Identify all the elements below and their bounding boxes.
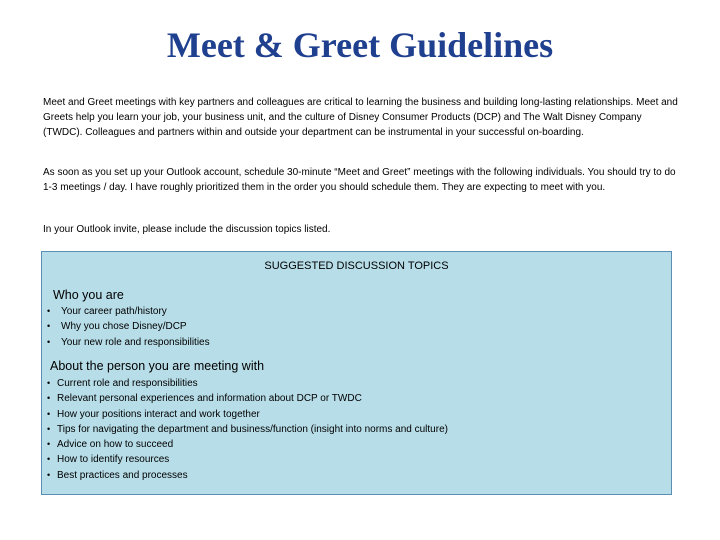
intro-paragraph: Meet and Greet meetings with key partners and colleagues are critical to learning the business and building long-lasting relationships. Meet and Greets help you learn your job, your business unit, and the culture of Disney Consumer Products (DCP) and The Walt Disney Company (TWDC). Colleagues and partners within and outside your department can be instrumental in your successful on-boarding. <box>43 97 678 138</box>
list-item-text: Your new role and responsibilities <box>61 336 210 348</box>
bullet-icon: • <box>47 454 51 465</box>
list-item <box>47 335 210 350</box>
bullet-icon: • <box>47 469 51 480</box>
list-item <box>47 437 448 452</box>
bullet-icon: • <box>47 423 51 434</box>
list-item-text: Tips for navigating the department and business/function (insight into norms and culture) <box>57 423 448 435</box>
list-item <box>47 422 448 437</box>
invite-paragraph: In your Outlook invite, please include the discussion topics listed. <box>43 224 331 235</box>
who-you-are-list <box>47 304 210 350</box>
page-title: Meet & Greet Guidelines <box>166 25 554 65</box>
bullet-icon: • <box>47 408 51 419</box>
about-person-list <box>47 376 448 483</box>
list-item-text: Best practices and processes <box>57 469 188 481</box>
bullet-icon: • <box>47 321 51 332</box>
list-item <box>47 304 210 319</box>
bullet-icon: • <box>47 378 51 388</box>
list-item <box>47 319 210 334</box>
bullet-icon: • <box>47 393 51 404</box>
list-item-text: Relevant personal experiences and information about DCP or TWDC <box>57 393 362 405</box>
list-item <box>47 468 448 483</box>
schedule-paragraph: As soon as you set up your Outlook account, schedule 30-minute “Meet and Greet” meetings with the following individuals. You should try to do 1-3 meetings / day. I have roughly prioritized them in the order you should schedule them. They are expecting to meet with you. <box>43 167 676 193</box>
list-item-text: Advice on how to succeed <box>57 439 174 451</box>
section-heading-who-you-are: Who you are <box>53 288 124 302</box>
list-item <box>47 452 448 467</box>
discussion-topics-box <box>41 251 672 495</box>
list-item <box>47 376 448 391</box>
list-item-text: Current role and responsibilities <box>57 378 198 389</box>
list-item <box>47 407 448 422</box>
section-heading-about-person: About the person you are meeting with <box>50 359 265 373</box>
list-item-text: How to identify resources <box>57 454 170 466</box>
bullet-icon: • <box>47 306 51 316</box>
list-item <box>47 391 448 406</box>
list-item-text: How your positions interact and work together <box>57 408 260 420</box>
topics-box-heading: SUGGESTED DISCUSSION TOPICS <box>264 260 449 272</box>
list-item-text: Your career path/history <box>61 306 167 317</box>
bullet-icon: • <box>47 439 51 450</box>
bullet-icon: • <box>47 336 51 347</box>
list-item-text: Why you chose Disney/DCP <box>61 321 187 333</box>
